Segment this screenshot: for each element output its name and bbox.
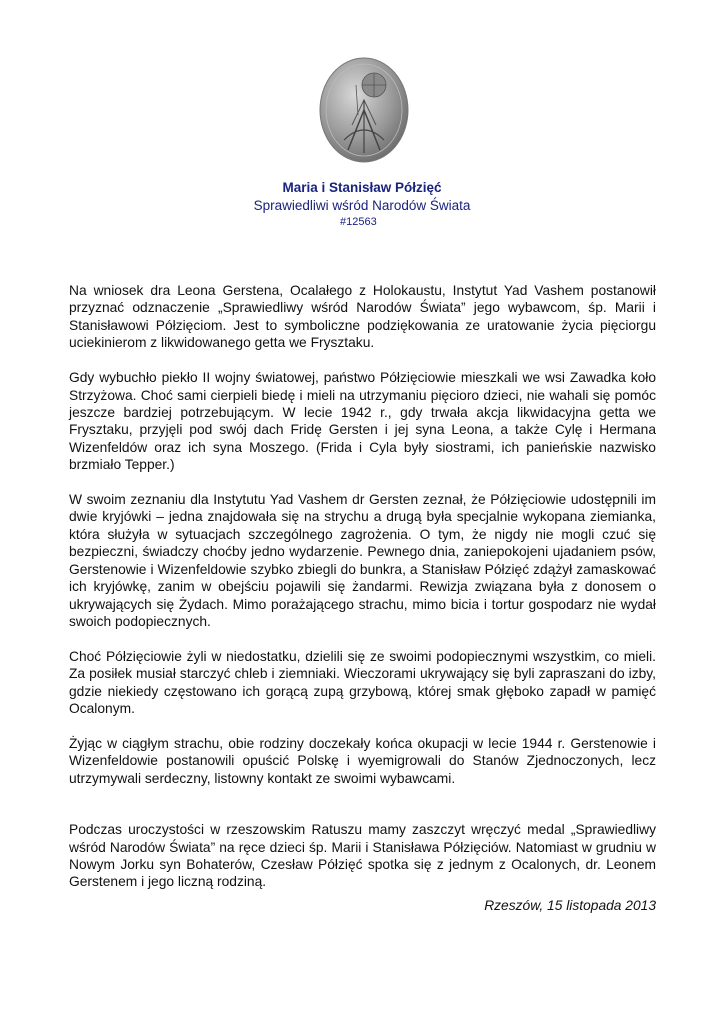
paragraph: W swoim zeznaniu dla Instytutu Yad Vashem dr Gersten zeznał, że Półzięciowie udostępnili im dwie kryjówki – jedna znajdowała się na strychu a drugą była specjalnie wykopana ziemianka, która służyła w sytuacjach szczególnego zagrożenia. O tym, że nigdy nie mogli czuć się bezpieczni, świadczy choćby jedno wydarzenie. Pewnego dnia, zaniepokojeni ujadaniem psów, Gerstenowie i Wizenfeldowie szybko zbiegli do bunkra, a Stanisław Półzięć zdążył zamaskować ich kryjówkę, zanim w obejściu pojawili się żandarmi. Rewizja związana była z donosem o ukrywających się Żydach. Mimo porażającego strachu, mimo bicia i tortur gospodarz nie wydał swoich podopiecznych. [69, 492, 656, 629]
medal-icon [318, 55, 410, 165]
paragraph: Na wniosek dra Leona Gerstena, Ocalałego z Holokaustu, Instytut Yad Vashem postanowił przyznać odznaczenie „Sprawiedliwy wśród Narodów Świata” jego wybawcom, śp. Marii i Stanisławowi Półzięciom. Jest to symboliczne podziękowania ze uratowanie życia pięciorgu uciekinierom z likwidowanego getta we Frysztaku. [69, 283, 656, 351]
paragraph: Gdy wybuchło piekło II wojny światowej, państwo Półzięciowie mieszkali we wsi Zawadka koło Strzyżowa. Choć sami cierpieli biedę i mieli na utrzymaniu pięcioro dzieci, nie wahali się pomóc jeszcze bardziej potrzebującym. W lecie 1942 r., gdy trwała akcja likwidacyjna getta we Frysztaku, przyjęli pod swój dach Fridę Gersten i jej syna Leona, a także Cylę i Hermana Wizenfeldów oraz ich syna Moszego. (Frida i Cyla były siostrami, ich panieńskie nazwisko brzmiało Tepper.) [69, 370, 656, 473]
document-title: Maria i Stanisław Półzięć [282, 180, 442, 195]
paragraph: Choć Półzięciowie żyli w niedostatku, dzielili się ze swoimi podopiecznymi wszystkim, co mieli. Za posiłek musiał starczyć chleb i ziemniaki. Wieczorami ukrywający się byli zapraszani do izby, gdzie niekiedy częstowano ich gorącą zupą grzybową, której smak głęboko zapadł w pamięć Ocalonym. [69, 648, 656, 717]
place-date: Rzeszów, 15 listopada 2013 [484, 898, 656, 913]
document-body [69, 282, 656, 908]
document-subtitle: Sprawiedliwi wśród Narodów Świata [253, 198, 471, 213]
paragraph: Żyjąc w ciągłym strachu, obie rodziny doczekały końca okupacji w lecie 1944 r. Gerstenowie i Wizenfeldowie postanowili opuścić Polskę i wyemigrowali do Stanów Zjednoczonych, lecz utrzymywali serdeczny, listowny kontakt ze swoimi wybawcami. [69, 735, 656, 786]
paragraph: Podczas uroczystości w rzeszowskim Ratuszu mamy zaszczyt wręczyć medal „Sprawiedliwy wśród Narodów Świata” na ręce dzieci śp. Marii i Stanisława Półzięciów. Natomiast w grudniu w Nowym Jorku syn Bohaterów, Czesław Półzięć spotka się z jednym z Ocalonych, dr. Leonem Gerstenem i jego liczną rodziną. [69, 822, 656, 890]
document-number: #12563 [340, 216, 377, 228]
